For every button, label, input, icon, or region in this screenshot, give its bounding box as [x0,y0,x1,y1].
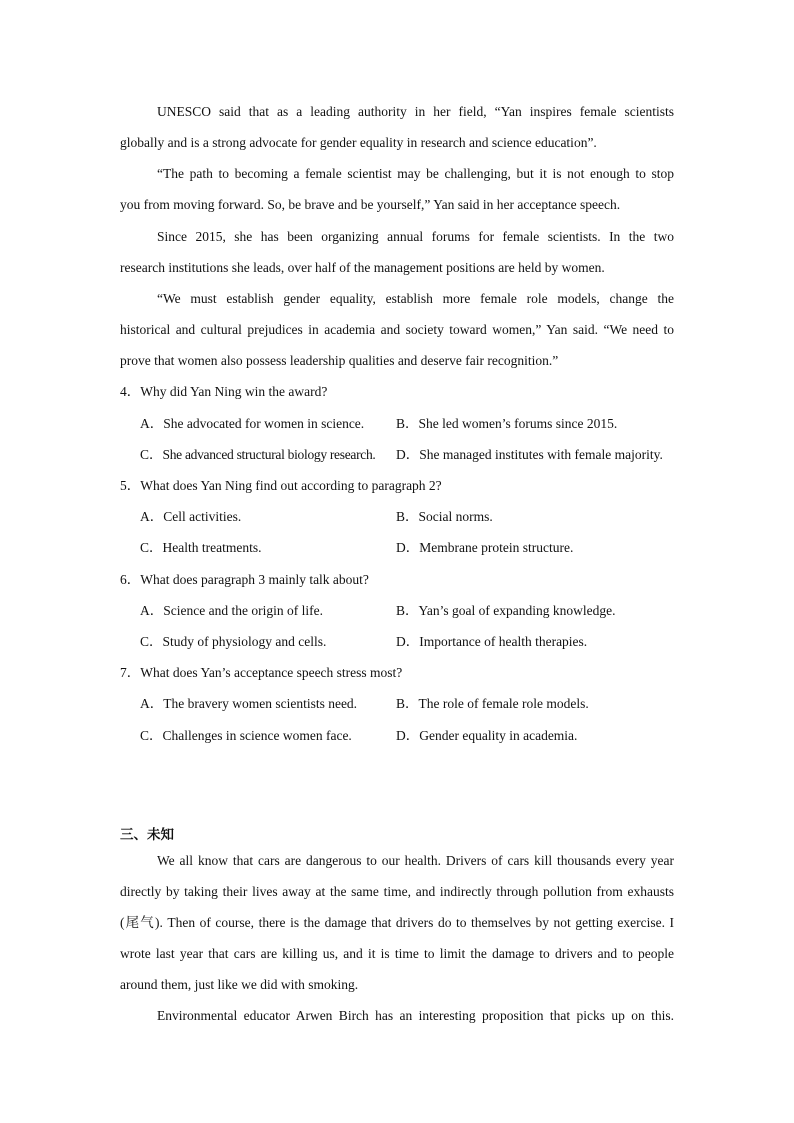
passage-line: wrote last year that cars are killing us, and it is time to limit the damage to drivers and to people [120,946,674,961]
option-letter: C． [140,447,163,462]
option-text: The bravery women scientists need. [163,696,358,711]
option-b[interactable] [396,414,676,434]
passage-line: around them, just like we did with smoking. [120,977,359,992]
passage-line: research institutions she leads, over half of the management positions are held by women. [120,260,605,275]
option-text: She managed institutes with female majority. [419,447,663,462]
passage-line: UNESCO said that as a leading authority in her field, “Yan inspires female scientists [157,104,674,119]
option-letter: A． [140,603,164,618]
question-text: What does Yan Ning find out according to paragraph 2? [140,478,442,493]
option-text: The role of female role models. [418,696,589,711]
section-heading: 三、未知 [120,827,174,843]
question-number: 6． [120,572,141,587]
option-letter: D． [396,447,420,462]
option-letter: A． [140,509,164,524]
option-letter: B． [396,509,419,524]
option-c[interactable] [140,445,400,465]
option-c[interactable] [140,726,390,746]
question-number: 5． [120,478,141,493]
option-letter: D． [396,728,420,743]
passage-line: “We must establish gender equality, establish more female role models, change the [157,291,674,306]
passage-line: prove that women also possess leadership qualities and deserve fair recognition.” [120,353,559,368]
option-d[interactable] [396,538,676,558]
option-letter: A． [140,416,164,431]
question-text: Why did Yan Ning win the award? [140,384,328,399]
option-text: Gender equality in academia. [419,728,578,743]
question-stem [120,570,674,590]
option-letter: B． [396,416,419,431]
option-text: Study of physiology and cells. [162,634,327,649]
option-text: Membrane protein structure. [419,540,574,555]
option-a[interactable] [140,601,390,621]
question-stem [120,663,674,683]
passage-line: historical and cultural prejudices in academia and society toward women,” Yan said. “We need to [120,322,674,337]
option-text: Health treatments. [162,540,262,555]
question-number: 4． [120,384,141,399]
passage-line: “The path to becoming a female scientist may be challenging, but it is not enough to stop [157,166,674,181]
option-d[interactable] [396,632,676,652]
option-letter: B． [396,603,419,618]
option-text: Cell activities. [163,509,242,524]
option-b[interactable] [396,601,676,621]
option-d[interactable] [396,726,676,746]
option-text: Challenges in science women face. [162,728,352,743]
passage-line: Since 2015, she has been organizing annual forums for female scientists. In the two [157,229,674,244]
option-text: Importance of health therapies. [419,634,588,649]
option-text: She advanced structural biology research. [162,447,376,462]
option-letter: B． [396,696,419,711]
option-letter: C． [140,728,163,743]
question-text: What does paragraph 3 mainly talk about? [140,572,369,587]
option-letter: D． [396,540,420,555]
option-c[interactable] [140,632,390,652]
option-text: Science and the origin of life. [163,603,323,618]
option-text: Social norms. [418,509,493,524]
option-text: She advocated for women in science. [163,416,365,431]
question-stem [120,476,674,496]
passage-line: Environmental educator Arwen Birch has an interesting proposition that picks up on this. [157,1008,674,1023]
option-text: She led women’s forums since 2015. [418,416,618,431]
option-a[interactable] [140,507,390,527]
passage-line: We all know that cars are dangerous to our health. Drivers of cars kill thousands every year [157,853,674,868]
option-letter: D． [396,634,420,649]
option-a[interactable] [140,694,390,714]
passage-line: globally and is a strong advocate for gender equality in research and science education”. [120,135,597,150]
option-text: Yan’s goal of expanding knowledge. [418,603,616,618]
option-b[interactable] [396,507,676,527]
option-letter: C． [140,634,163,649]
passage-line: directly by taking their lives away at the same time, and indirectly through pollution from exhausts [120,884,674,899]
passage-line: (尾气). Then of course, there is the damage that drivers do to themselves by not getting exercise. I [120,915,674,930]
question-stem [120,382,674,402]
question-number: 7． [120,665,141,680]
option-a[interactable] [140,414,390,434]
option-letter: A． [140,696,164,711]
option-d[interactable] [396,445,676,465]
option-b[interactable] [396,694,676,714]
passage-line: you from moving forward. So, be brave and be yourself,” Yan said in her acceptance speech. [120,197,621,212]
option-letter: C． [140,540,163,555]
question-text: What does Yan’s acceptance speech stress most? [140,665,403,680]
option-c[interactable] [140,538,390,558]
